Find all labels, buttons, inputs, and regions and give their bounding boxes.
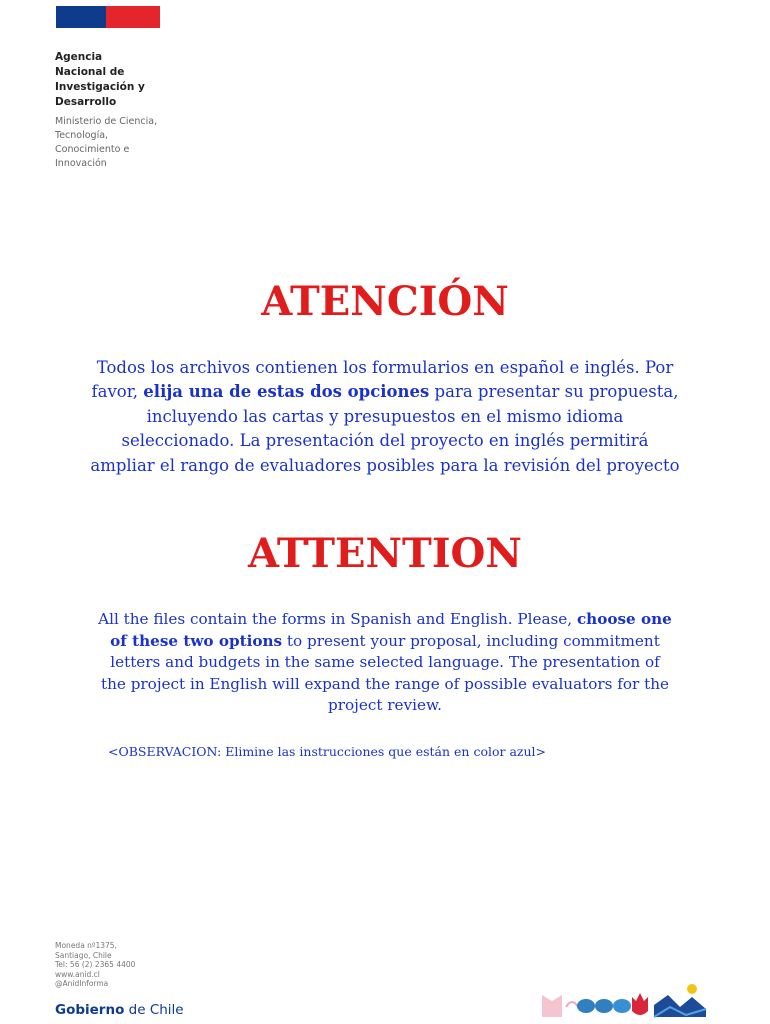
flag-blue-segment xyxy=(56,6,106,28)
gov-logo-rest: de Chile xyxy=(124,1002,184,1018)
paragraph-spanish-part1: Todos los archivos contienen los formularios en español e inglés. Por favor, xyxy=(91,358,674,402)
decor-blue-oval xyxy=(613,999,631,1013)
paragraph-spanish xyxy=(90,356,680,478)
ministry-line: Tecnología, xyxy=(55,130,109,141)
ministry-line: Ministerio de Ciencia, xyxy=(55,116,158,127)
ministry-line: Conocimiento e xyxy=(55,144,130,155)
agency-name xyxy=(55,50,145,110)
agency-line: Agencia xyxy=(55,51,103,63)
flag-red-segment xyxy=(106,6,160,28)
decor-red-flower xyxy=(632,993,648,1015)
ministry-line: Innovación xyxy=(55,158,107,169)
agency-line: Desarrollo xyxy=(55,96,117,108)
paragraph-english-part2: to present your proposal, including commitment letters and budgets in the same selected language. The presentation of the project in English will expand the range of possible evaluators for the project review. xyxy=(101,631,669,714)
decor-blue-oval xyxy=(595,999,613,1013)
decor-blue-oval xyxy=(577,999,595,1013)
paragraph-english-bold: choose one of these two options xyxy=(110,610,672,650)
decor-yellow-sun xyxy=(687,984,697,994)
ministry-name xyxy=(55,115,157,171)
paragraph-english-part1: All the files contain the forms in Spanish and English. Please, xyxy=(98,610,577,628)
decor-pink-chevron xyxy=(542,995,562,1017)
gobierno-de-chile-logo xyxy=(55,1002,184,1018)
gov-logo-bold: Gobierno xyxy=(55,1002,125,1018)
observation-note: <OBSERVACION: Elimine las instrucciones que están en color azul> xyxy=(108,744,547,759)
heading-english: ATTENTION xyxy=(248,530,522,577)
decor-blue-mountain xyxy=(654,995,706,1017)
address-line: Santiago, Chile xyxy=(55,950,112,960)
agency-line: Nacional de xyxy=(55,66,125,78)
address-line: Moneda nº1375, xyxy=(55,941,117,950)
heading-spanish: ATENCIÓN xyxy=(261,278,509,325)
chile-flag-bar xyxy=(56,6,160,28)
footer-decorative-graphic xyxy=(540,983,720,1019)
paragraph-spanish-bold: elija una de estas dos opciones xyxy=(143,382,430,402)
paragraph-spanish-part2: para presentar su propuesta, incluyendo las cartas y presupuestos en el mismo idioma seleccionado. La presentación del proyecto en inglés permitirá ampliar el rango de evaluadores posibles para la revisión del proyecto xyxy=(90,382,680,475)
agency-line: Investigación y xyxy=(55,81,145,93)
footer-address xyxy=(55,941,135,989)
address-line: @AnidInforma xyxy=(55,979,109,988)
paragraph-english xyxy=(96,609,674,717)
address-line: www.anid.cl xyxy=(55,969,100,979)
address-line: Tel: 56 (2) 2365 4400 xyxy=(55,960,136,969)
